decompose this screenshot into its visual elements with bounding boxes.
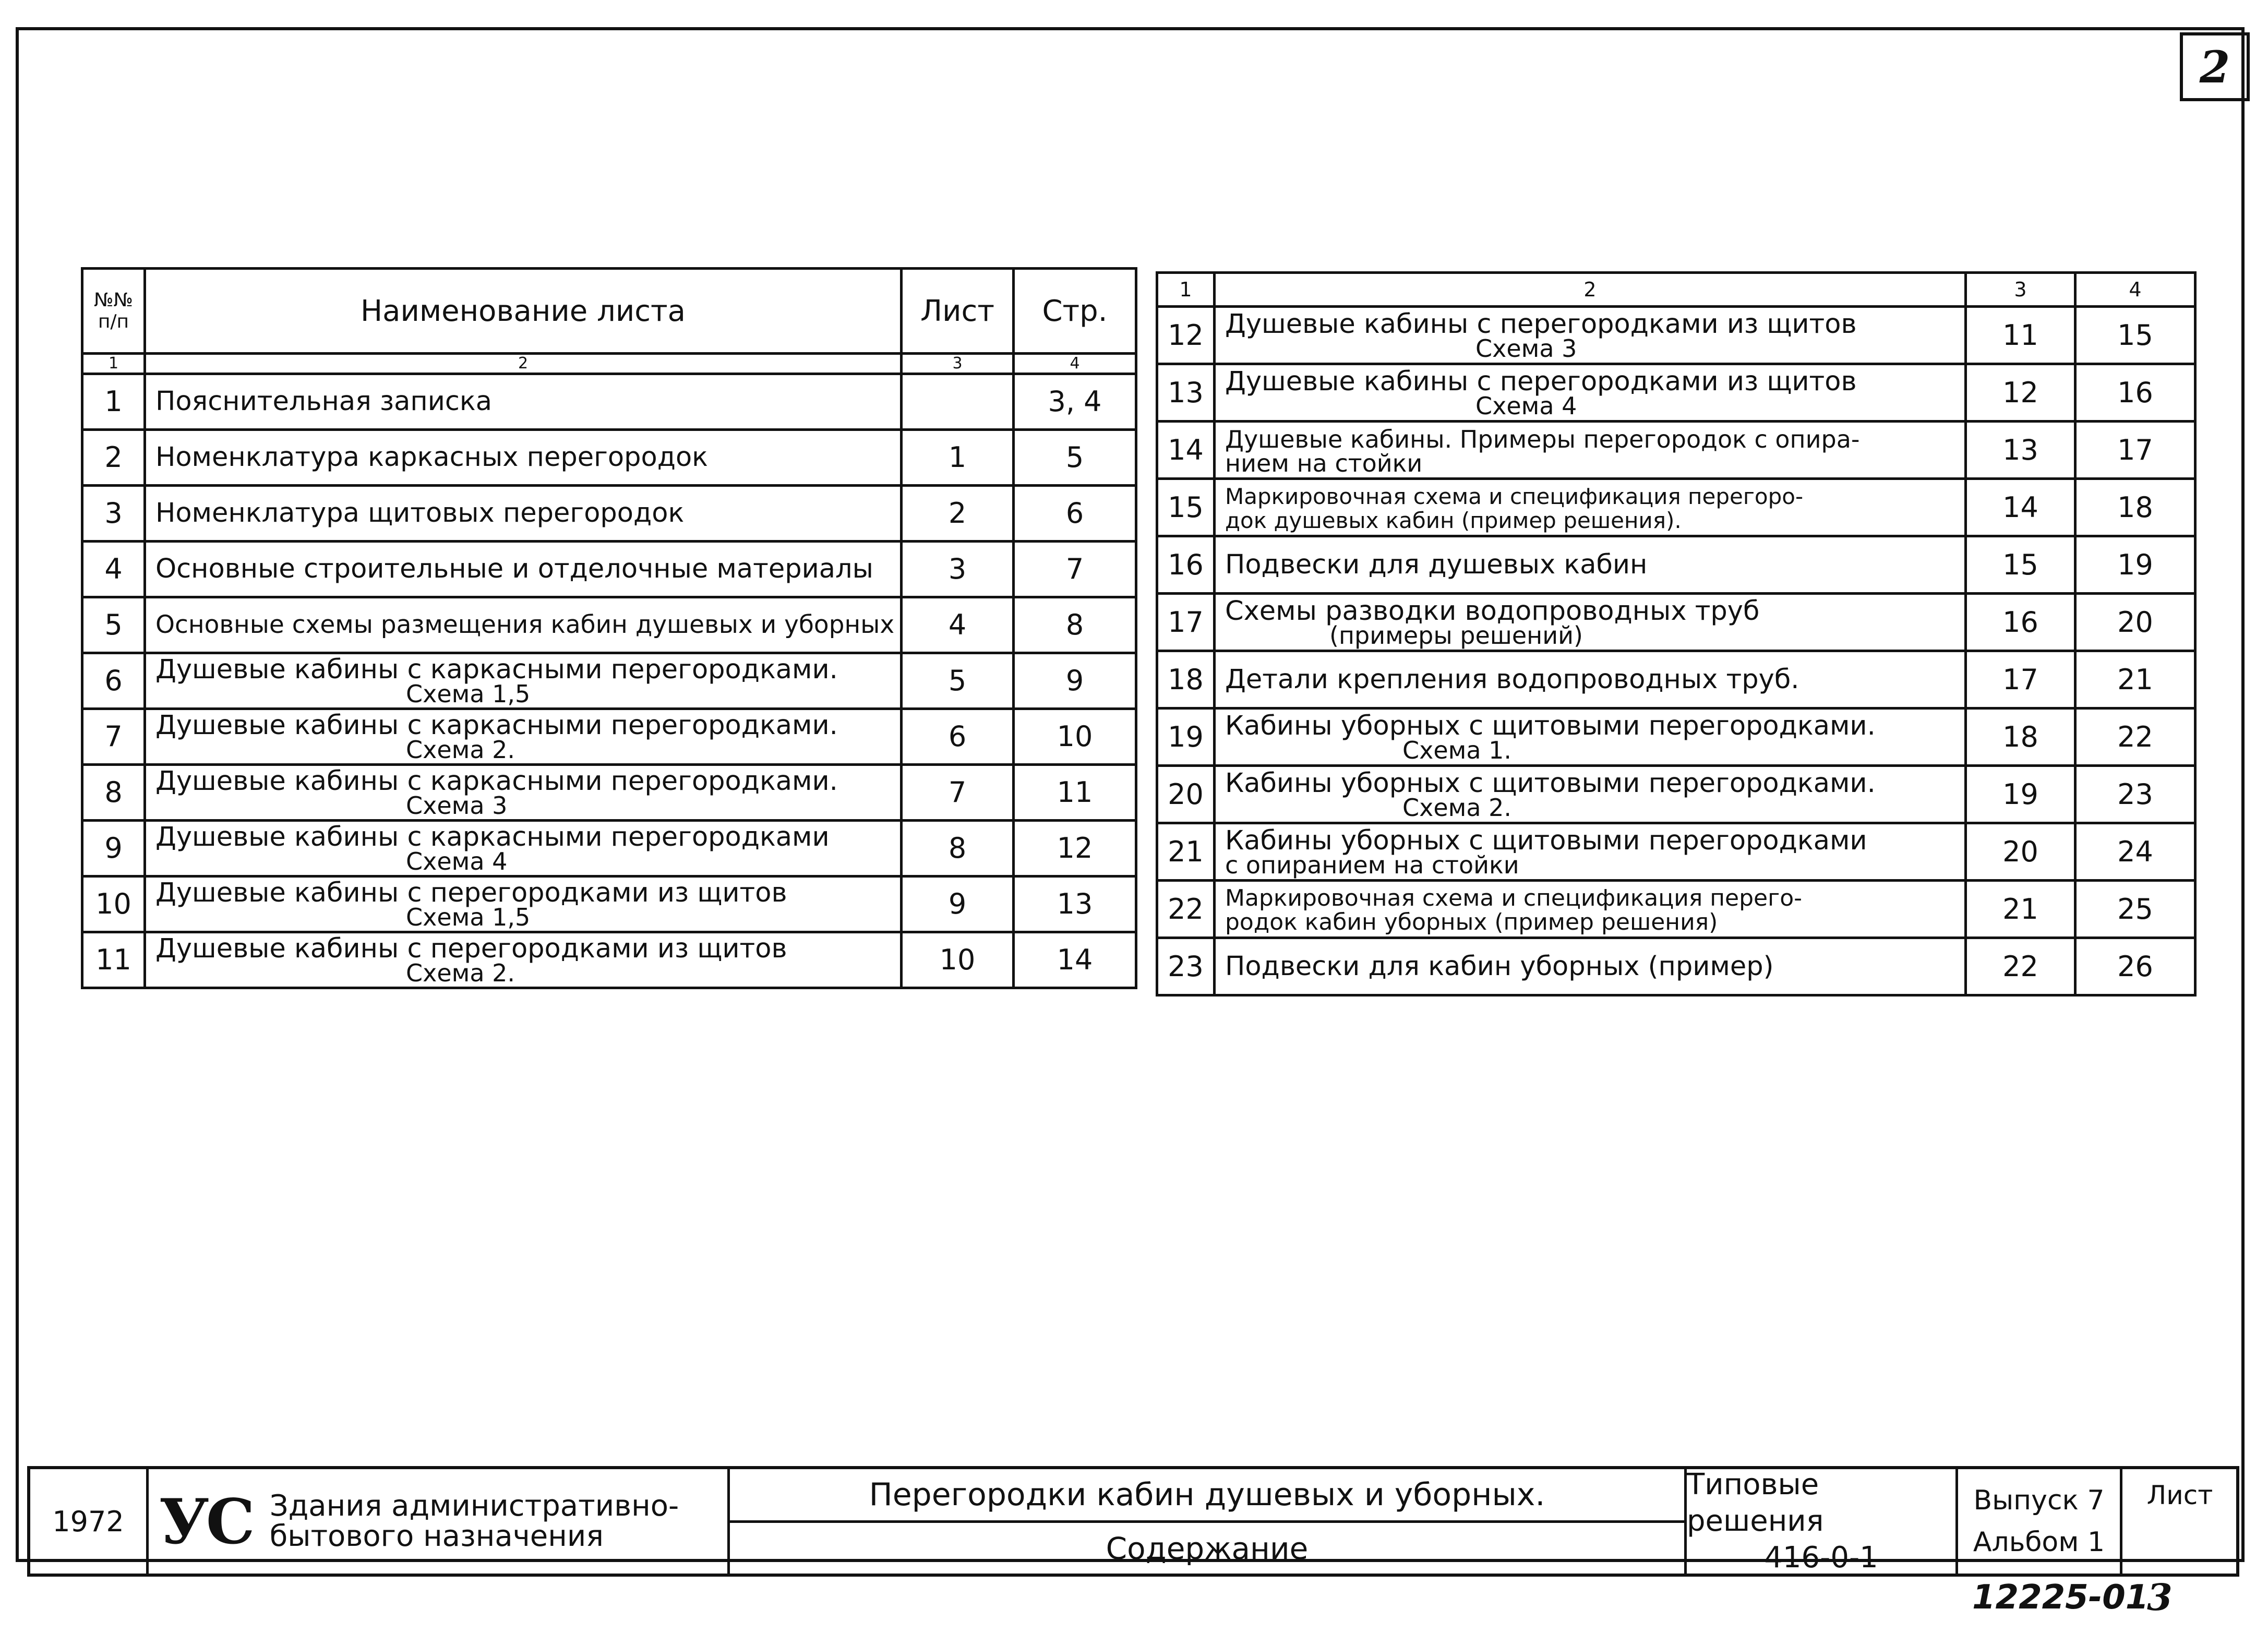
row-name — [145, 653, 902, 709]
row-number: 21 — [1157, 823, 1215, 881]
table-row — [1157, 307, 2195, 364]
row-page: 11 — [1014, 765, 1136, 821]
album: Альбом 1 — [1973, 1527, 2105, 1558]
row-subtitle: Схема 2. — [1402, 793, 1512, 822]
sheet-title: Содержание — [1106, 1530, 1309, 1566]
row-name — [1215, 536, 1966, 594]
issue-info — [1958, 1469, 2120, 1574]
row-number: 13 — [1157, 364, 1215, 422]
sheet-label: Лист — [2146, 1480, 2213, 1510]
row-title: Маркировочная схема и спецификация перегоро- — [1225, 483, 1804, 509]
row-page: 13 — [1014, 876, 1136, 932]
row-sheet: 11 — [1966, 307, 2075, 364]
col-number: 3 — [1966, 273, 2075, 307]
row-page: 20 — [2075, 594, 2195, 651]
header-name: Наименование листа — [145, 269, 902, 354]
row-subtitle: нием на стойки — [1225, 449, 1423, 477]
col-number: 2 — [1215, 273, 1966, 307]
row-title: Душевые кабины. Примеры перегородок с опира- — [1225, 425, 1860, 453]
row-name — [1215, 364, 1966, 422]
table-row — [82, 876, 1136, 932]
row-page: 3, 4 — [1014, 374, 1136, 430]
col-number: 1 — [82, 354, 145, 374]
table-row — [1157, 823, 2195, 881]
row-name — [145, 430, 902, 486]
table-header-row — [82, 269, 1136, 354]
row-name — [145, 374, 902, 430]
row-name — [145, 765, 902, 821]
row-page: 18 — [2075, 479, 2195, 536]
row-title: Подвески для душевых кабин — [1225, 549, 1648, 580]
series-info — [1687, 1469, 1955, 1574]
row-title: Схемы разводки водопроводных труб — [1225, 595, 1760, 627]
row-number: 18 — [1157, 651, 1215, 709]
row-name — [1215, 709, 1966, 766]
row-sheet: 4 — [902, 597, 1014, 653]
row-name — [145, 932, 902, 988]
table-row — [82, 932, 1136, 988]
table-row — [1157, 651, 2195, 709]
row-title: Номенклатура каркасных перегородок — [155, 442, 708, 473]
org-name — [270, 1491, 679, 1552]
header-page: Стр. — [1014, 269, 1136, 354]
table-row — [82, 374, 1136, 430]
row-name — [1215, 651, 1966, 709]
row-number: 19 — [1157, 709, 1215, 766]
row-title: Душевые кабины с перегородками из щитов — [155, 878, 787, 908]
row-number: 2 — [82, 430, 145, 486]
table-row — [82, 821, 1136, 876]
col-number: 4 — [2075, 273, 2195, 307]
table-row — [82, 486, 1136, 542]
row-subtitle: Схема 2. — [406, 736, 515, 764]
row-subtitle: с опиранием на стойки — [1225, 850, 1519, 879]
row-name — [1215, 766, 1966, 823]
table-row — [82, 653, 1136, 709]
row-page: 23 — [2075, 766, 2195, 823]
table-row — [1157, 881, 2195, 938]
row-sheet: 8 — [902, 821, 1014, 876]
row-title: Душевые кабины с перегородками из щитов — [155, 933, 787, 964]
row-name — [1215, 422, 1966, 479]
row-number: 1 — [82, 374, 145, 430]
row-number: 7 — [82, 709, 145, 765]
row-number: 11 — [82, 932, 145, 988]
row-sheet — [902, 374, 1014, 430]
row-sheet: 12 — [1966, 364, 2075, 422]
row-sheet: 17 — [1966, 651, 2075, 709]
row-subtitle: Схема 3 — [406, 791, 508, 820]
row-title: Номенклатура щитовых перегородок — [155, 498, 685, 529]
row-sheet: 21 — [1966, 881, 2075, 938]
row-number: 16 — [1157, 536, 1215, 594]
row-number: 20 — [1157, 766, 1215, 823]
row-name — [145, 597, 902, 653]
table-row — [1157, 938, 2195, 995]
project-title: Перегородки кабин душевых и уборных. — [869, 1476, 1545, 1513]
row-number: 14 — [1157, 422, 1215, 479]
row-sheet: 13 — [1966, 422, 2075, 479]
row-sheet: 20 — [1966, 823, 2075, 881]
row-page: 17 — [2075, 422, 2195, 479]
row-page: 16 — [2075, 364, 2195, 422]
col-number: 1 — [1157, 273, 1215, 307]
row-name — [145, 709, 902, 765]
row-number: 9 — [82, 821, 145, 876]
row-name — [145, 542, 902, 597]
row-title: Душевые кабины с перегородками из щитов — [1225, 366, 1857, 397]
table-row — [82, 430, 1136, 486]
row-sheet: 10 — [902, 932, 1014, 988]
row-subtitle: док душевых кабин (пример решения). — [1225, 507, 1682, 533]
row-page: 5 — [1014, 430, 1136, 486]
row-subtitle: Схема 4 — [1475, 391, 1577, 420]
row-page: 9 — [1014, 653, 1136, 709]
col-number: 2 — [145, 354, 902, 374]
series-label: Типовые решения — [1687, 1468, 1824, 1538]
row-title: Душевые кабины с каркасными перегородками. — [155, 654, 838, 685]
row-name — [1215, 823, 1966, 881]
column-number-row — [82, 354, 1136, 374]
row-subtitle: Схема 1,5 — [406, 680, 531, 708]
org-line: Здания административно- — [269, 1489, 679, 1523]
row-sheet: 18 — [1966, 709, 2075, 766]
row-title: Душевые кабины с перегородками из щитов — [1225, 308, 1857, 340]
row-page: 14 — [1014, 932, 1136, 988]
table-row — [1157, 479, 2195, 536]
row-title: Душевые кабины с каркасными перегородками. — [155, 710, 838, 741]
row-title: Кабины уборных с щитовыми перегородками. — [1225, 710, 1876, 741]
row-sheet: 5 — [902, 653, 1014, 709]
table-row — [82, 765, 1136, 821]
row-title: Маркировочная схема и спецификация перего- — [1225, 884, 1803, 911]
row-page: 6 — [1014, 486, 1136, 542]
document-number: 12225-01 — [1972, 1578, 2149, 1617]
row-page: 8 — [1014, 597, 1136, 653]
sheet-number-badge: 2 — [2180, 32, 2250, 101]
row-number: 3 — [82, 486, 145, 542]
row-number: 23 — [1157, 938, 1215, 995]
row-title: Пояснительная записка — [155, 386, 492, 417]
row-number: 22 — [1157, 881, 1215, 938]
row-page: 19 — [2075, 536, 2195, 594]
table-row — [1157, 536, 2195, 594]
row-name — [1215, 307, 1966, 364]
row-title: Детали крепления водопроводных труб. — [1225, 664, 1799, 695]
row-name — [1215, 479, 1966, 536]
row-sheet: 15 — [1966, 536, 2075, 594]
row-subtitle: Схема 4 — [406, 847, 508, 875]
col-number: 4 — [1014, 354, 1136, 374]
row-page: 10 — [1014, 709, 1136, 765]
contents-table-right — [1156, 271, 2197, 996]
row-number: 5 — [82, 597, 145, 653]
table-row — [1157, 766, 2195, 823]
series-number: 416-0-1 — [1764, 1541, 1878, 1575]
table-row — [1157, 709, 2195, 766]
row-sheet: 1 — [902, 430, 1014, 486]
col-number: 3 — [902, 354, 1014, 374]
table-row — [1157, 594, 2195, 651]
row-title: Кабины уборных с щитовыми перегородками. — [1225, 767, 1876, 799]
row-number: 15 — [1157, 479, 1215, 536]
row-page: 21 — [2075, 651, 2195, 709]
row-sheet: 22 — [1966, 938, 2075, 995]
row-name — [1215, 594, 1966, 651]
row-subtitle: Схема 1,5 — [406, 903, 531, 931]
row-page: 24 — [2075, 823, 2195, 881]
organization — [149, 1469, 727, 1574]
table-row — [82, 597, 1136, 653]
row-sheet: 3 — [902, 542, 1014, 597]
row-title: Душевые кабины с каркасными перегородками — [155, 822, 830, 852]
row-number: 17 — [1157, 594, 1215, 651]
table-row — [82, 542, 1136, 597]
column-number-row — [1157, 273, 2195, 307]
logo-mark: УС — [159, 1485, 252, 1558]
row-subtitle: родок кабин уборных (пример решения) — [1225, 908, 1718, 935]
issue: Выпуск 7 — [1973, 1485, 2105, 1516]
row-title: Основные строительные и отделочные материалы — [155, 554, 873, 584]
page-number: 3 — [2147, 1576, 2173, 1619]
row-sheet: 9 — [902, 876, 1014, 932]
header-number: №№ п/п — [82, 269, 145, 354]
row-title: Душевые кабины с каркасными перегородками. — [155, 766, 838, 797]
year: 1972 — [52, 1505, 124, 1538]
row-page: 12 — [1014, 821, 1136, 876]
row-title: Кабины уборных с щитовыми перегородками — [1225, 825, 1867, 856]
row-subtitle: (примеры решений) — [1329, 621, 1583, 650]
row-page: 15 — [2075, 307, 2195, 364]
title-block — [27, 1466, 2239, 1577]
row-page: 26 — [2075, 938, 2195, 995]
row-subtitle: Схема 3 — [1475, 334, 1577, 363]
row-sheet: 16 — [1966, 594, 2075, 651]
row-name — [145, 486, 902, 542]
row-name — [1215, 938, 1966, 995]
row-sheet: 6 — [902, 709, 1014, 765]
row-number: 4 — [82, 542, 145, 597]
org-line: бытового назначения — [269, 1519, 604, 1553]
row-title: Подвески для кабин уборных (пример) — [1225, 951, 1774, 982]
row-subtitle: Схема 1. — [1402, 736, 1512, 764]
table-row — [1157, 422, 2195, 479]
contents-table-left — [81, 267, 1137, 989]
row-number: 10 — [82, 876, 145, 932]
row-number: 8 — [82, 765, 145, 821]
row-name — [145, 821, 902, 876]
row-title: Основные схемы размещения кабин душевых и уборных — [155, 610, 895, 639]
row-name — [1215, 881, 1966, 938]
row-subtitle: Схема 2. — [406, 959, 515, 987]
row-page: 7 — [1014, 542, 1136, 597]
row-sheet: 2 — [902, 486, 1014, 542]
row-page: 25 — [2075, 881, 2195, 938]
row-name — [145, 876, 902, 932]
table-row — [82, 709, 1136, 765]
row-number: 12 — [1157, 307, 1215, 364]
row-number: 6 — [82, 653, 145, 709]
row-sheet: 14 — [1966, 479, 2075, 536]
table-row — [1157, 364, 2195, 422]
row-sheet: 19 — [1966, 766, 2075, 823]
row-page: 22 — [2075, 709, 2195, 766]
row-sheet: 7 — [902, 765, 1014, 821]
header-sheet: Лист — [902, 269, 1014, 354]
